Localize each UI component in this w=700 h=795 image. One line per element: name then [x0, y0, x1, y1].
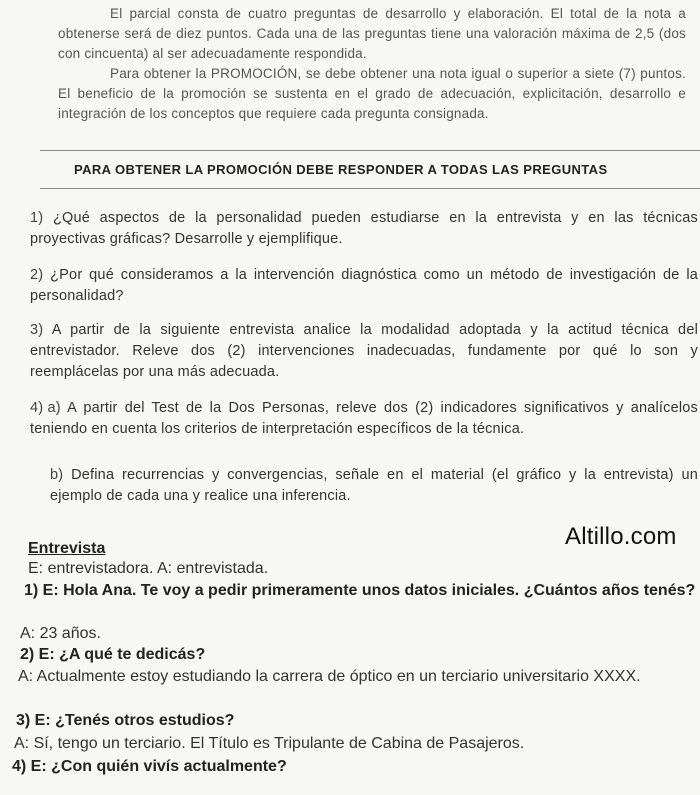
interview-line-4: A: Actualmente estoy estudiando la carrera de óptico en un terciario universitario XXXX. — [18, 668, 641, 685]
instructions-paragraph-1: El parcial consta de cuatro preguntas de desarrollo y elaboración. El total de la nota a obtenerse será de diez puntos. Cada una de las preguntas tiene una valoración máxima de 2,5 (dos con cincuenta) al ser adecuadamente respondida. — [58, 6, 686, 61]
question-number: 2) — [30, 267, 44, 283]
interview-line-7: 4) E: ¿Con quién vivís actualmente? — [12, 758, 287, 775]
question-3 — [30, 320, 698, 383]
question-text: Defina recurrencias y convergencias, señale en el material (el gráfico y la entrevista) un ejemplo de cada una y realice una inferencia. — [50, 467, 698, 504]
interview-line-6: A: Sí, tengo un terciario. El Título es Tripulante de Cabina de Pasajeros. — [14, 735, 525, 752]
top-divider — [40, 150, 700, 151]
interview-line-3: 2) E: ¿A qué te dedicás? — [20, 646, 206, 663]
question-number: 1) — [30, 210, 44, 226]
bottom-divider — [40, 188, 700, 189]
watermark-brand: Altillo.com — [565, 523, 677, 550]
question-number: 3) — [30, 322, 44, 338]
question-number: 4) a) — [30, 400, 61, 416]
question-4b — [50, 465, 698, 507]
interview-legend: E: entrevistadora. A: entrevistada. — [28, 560, 269, 577]
question-text: ¿Qué aspectos de la personalidad pueden estudiarse en la entrevista y en las técnicas proyectivas gráficas? Desarrolle y ejemplifique. — [30, 210, 698, 247]
question-number: b) — [50, 467, 64, 483]
question-4a — [30, 398, 698, 440]
question-2 — [30, 265, 698, 307]
question-text: A partir de la siguiente entrevista analice la modalidad adoptada y la actitud técnica del entrevistador. Releve dos (2) intervenciones inadecuadas, fundamente por qué lo son y reemplácelas por una más adecuada. — [30, 322, 698, 380]
instructions — [58, 4, 686, 124]
interview-line-5: 3) E: ¿Tenés otros estudios? — [16, 712, 235, 729]
interview-line-1: 1) E: Hola Ana. Te voy a pedir primeramente unos datos iniciales. ¿Cuántos años tenés? — [24, 582, 696, 599]
instructions-paragraph-2: Para obtener la PROMOCIÓN, se debe obtener una nota igual o superior a siete (7) puntos. El beneficio de la promoción se sustenta en el grado de adecuación, explicitación, desarrollo e integración de los conceptos que requiere cada pregunta consignada. — [58, 66, 686, 121]
question-text: ¿Por qué consideramos a la intervención diagnóstica como un método de investigación de la personalidad? — [30, 267, 699, 304]
promotion-banner: PARA OBTENER LA PROMOCIÓN DEBE RESPONDER A TODAS LAS PREGUNTAS — [74, 162, 608, 177]
interview-title: Entrevista — [28, 540, 106, 557]
question-1 — [30, 208, 698, 250]
question-text: A partir del Test de la Dos Personas, releve dos (2) indicadores significativos y analícelos teniendo en cuenta los criterios de interpretación específicos de la técnica. — [30, 400, 698, 437]
interview-line-2: A: 23 años. — [20, 625, 101, 642]
